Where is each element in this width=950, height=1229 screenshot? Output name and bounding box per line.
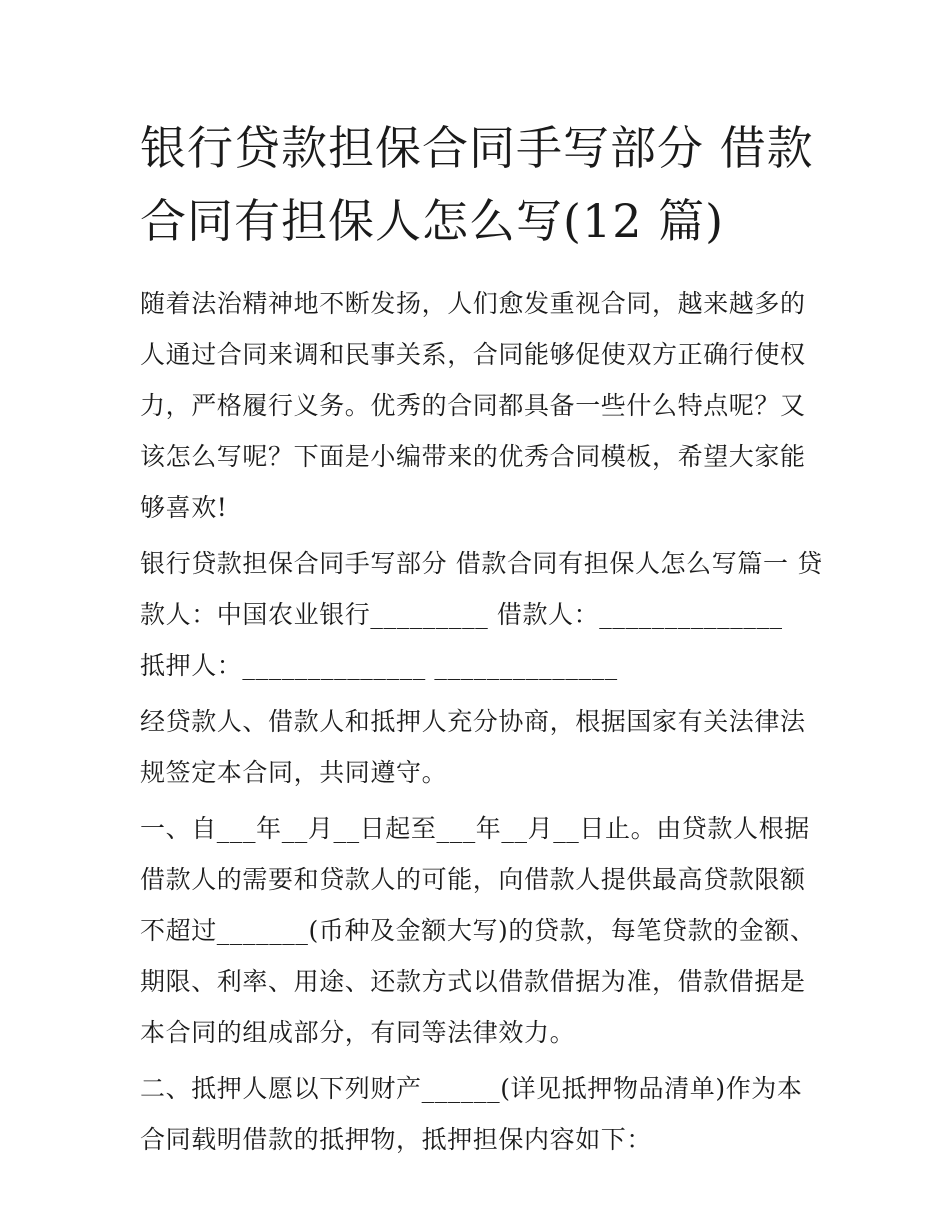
clause-1-paragraph: 一、自___年__月__日起至___年__月__日止。由贷款人根据借款人的需要和贷款人的可能，向借款人提供最高贷款限额不超过_______(币种及金额大写)的贷款，每笔贷款的金额、期限、利率、用途、还款方式以借款借据为准，借款借据是本合同的组成部分，有同等法律效力。 bbox=[140, 814, 816, 1047]
document-body bbox=[140, 278, 823, 1170]
parties-line: 款人：中国农业银行_________ 借款人：______________ bbox=[140, 600, 783, 629]
intro-paragraph: 随着法治精神地不断发扬，人们愈发重视合同，越来越多的人通过合同来调和民事关系，合同能够促使双方正确行使权力，严格履行义务。优秀的合同都具备一些什么特点呢？又该怎么写呢？下面是小编带来的优秀合同模板，希望大家能够喜欢! bbox=[140, 289, 806, 522]
clause-2-paragraph: 二、抵押人愿以下列财产______(详见抵押物品清单)作为本合同载明借款的抵押物，抵押担保内容如下： bbox=[140, 1074, 803, 1154]
section-heading: 银行贷款担保合同手写部分 借款合同有担保人怎么写篇一 贷 bbox=[140, 549, 823, 578]
document-title: 银行贷款担保合同手写部分 借款合同有担保人怎么写(12 篇) bbox=[140, 121, 814, 248]
agreement-paragraph: 经贷款人、借款人和抵押人充分协商，根据国家有关法律法规签定本合同，共同遵守。 bbox=[140, 707, 806, 787]
mortgagor-line: 抵押人：______________ ______________ bbox=[140, 651, 618, 680]
